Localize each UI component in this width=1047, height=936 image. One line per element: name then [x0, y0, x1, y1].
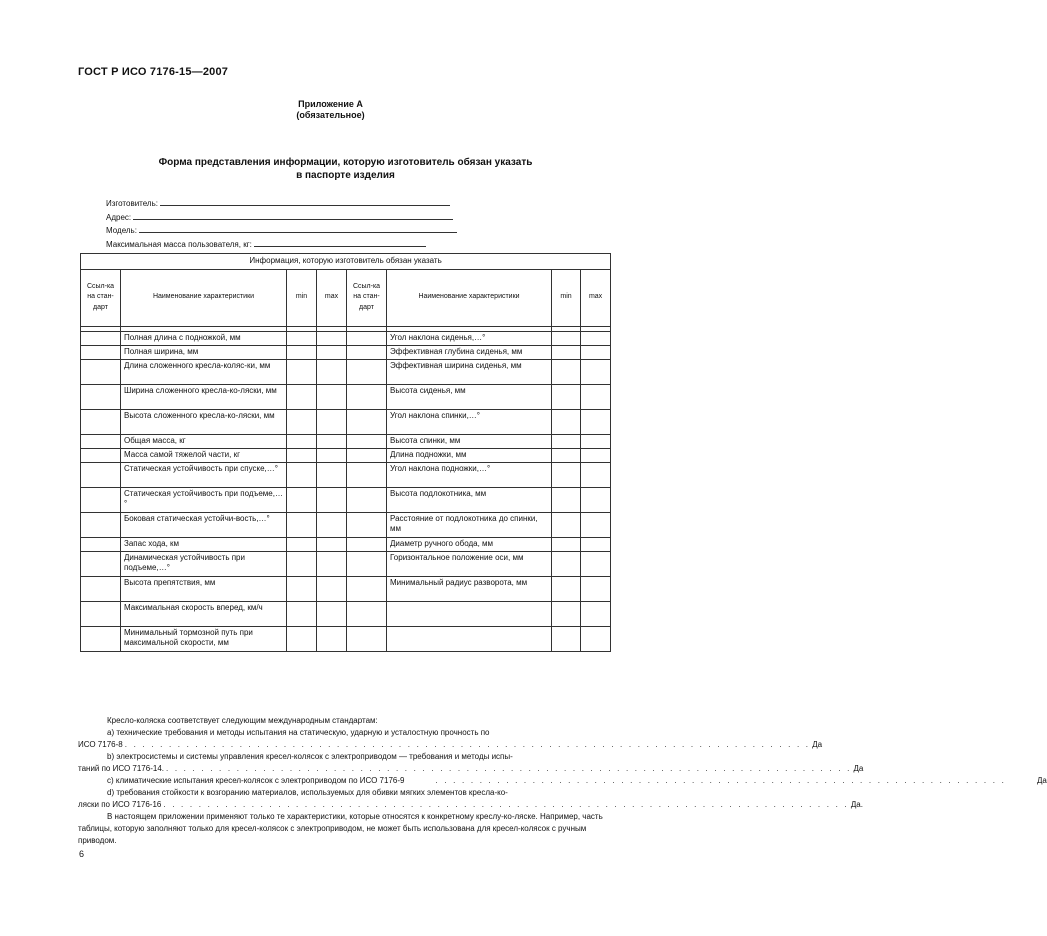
note-a-text: а) технические требования и методы испытания на статическую, ударную и усталостную прочность по [107, 728, 490, 737]
manufacturer-label: Изготовитель: [106, 199, 158, 208]
table-row [81, 576, 611, 601]
table-row [81, 345, 611, 359]
ref-cell-left[interactable] [81, 434, 121, 448]
max-cell-left[interactable] [317, 384, 347, 409]
ref-cell-right[interactable] [347, 384, 387, 409]
characteristic-right [387, 626, 552, 651]
characteristic-right: Высота спинки, мм [387, 434, 552, 448]
manufacturer-fields [106, 197, 457, 251]
header-max-right: max [581, 269, 611, 326]
min-cell-right[interactable] [552, 487, 581, 512]
max-cell-right[interactable] [581, 576, 611, 601]
ref-cell-right[interactable] [347, 448, 387, 462]
ref-cell-left[interactable] [81, 345, 121, 359]
header-ref-left: Ссыл-ка на стан-дарт [81, 269, 121, 326]
min-cell-left[interactable] [287, 345, 317, 359]
table-caption-row [81, 254, 611, 270]
table-row [81, 626, 611, 651]
form-title-line-1: Форма представления информации, которую изготовитель обязан указать [158, 157, 533, 168]
characteristic-left: Статическая устойчивость при подъеме,…° [121, 487, 287, 512]
characteristic-left: Максимальная скорость вперед, км/ч [121, 601, 287, 626]
characteristic-right: Высота сиденья, мм [387, 384, 552, 409]
ref-cell-right[interactable] [347, 409, 387, 434]
table-row [81, 487, 611, 512]
table-row [81, 537, 611, 551]
ref-cell-left[interactable] [81, 409, 121, 434]
characteristic-left: Высота сложенного кресла-ко-ляски, мм [121, 409, 287, 434]
max-cell-right[interactable] [581, 462, 611, 487]
min-cell-right[interactable] [552, 462, 581, 487]
max-user-mass-label: Максимальная масса пользователя, кг: [106, 239, 252, 249]
max-cell-right[interactable] [581, 626, 611, 651]
characteristic-right: Эффективная ширина сиденья, мм [387, 359, 552, 384]
header-name-left: Наименование характеристики [121, 269, 287, 326]
min-cell-left[interactable] [287, 601, 317, 626]
min-cell-right[interactable] [552, 384, 581, 409]
max-cell-left[interactable] [317, 448, 347, 462]
table-caption: Информация, которую изготовитель обязан указать [81, 254, 611, 270]
max-cell-left[interactable] [317, 345, 347, 359]
ref-cell-left[interactable] [81, 551, 121, 576]
ref-cell-right[interactable] [347, 537, 387, 551]
ref-cell-left[interactable] [81, 331, 121, 345]
manufacturer-field [106, 197, 457, 211]
ref-cell-right[interactable] [347, 462, 387, 487]
max-cell-left[interactable] [317, 551, 347, 576]
address-label: Адрес: [106, 212, 132, 222]
ref-cell-right[interactable] [347, 434, 387, 448]
form-title-line-2: в паспорте изделия [296, 170, 395, 181]
characteristic-left: Динамическая устойчивость при подъеме,…° [121, 551, 287, 576]
characteristic-right: Длина подножки, мм [387, 448, 552, 462]
max-cell-right[interactable] [581, 551, 611, 576]
min-cell-left[interactable] [287, 551, 317, 576]
ref-cell-left[interactable] [81, 448, 121, 462]
address-blank[interactable] [133, 211, 453, 220]
min-cell-left[interactable] [287, 462, 317, 487]
max-cell-right[interactable] [581, 448, 611, 462]
characteristic-left: Минимальный тормозной путь при максимальной скорости, мм [121, 626, 287, 651]
min-cell-left[interactable] [287, 384, 317, 409]
characteristic-left: Полная ширина, мм [121, 345, 287, 359]
min-cell-right[interactable] [552, 512, 581, 537]
max-cell-right[interactable] [581, 434, 611, 448]
form-title [0, 156, 691, 182]
note-b-text: b) электросистемы и системы управления кресел-колясок с электроприводом — требования и методы испы- [107, 752, 513, 761]
max-cell-left[interactable] [317, 409, 347, 434]
table-row [81, 462, 611, 487]
characteristic-left: Длина сложенного кресла-коляс-ки, мм [121, 359, 287, 384]
header-ref-right: Ссыл-ка на стан-дарт [347, 269, 387, 326]
header-name-right: Наименование характеристики [387, 269, 552, 326]
min-cell-right[interactable] [552, 409, 581, 434]
info-table [80, 253, 611, 652]
min-cell-right[interactable] [552, 601, 581, 626]
min-cell-left[interactable] [287, 537, 317, 551]
min-cell-left[interactable] [287, 512, 317, 537]
ref-cell-left[interactable] [81, 512, 121, 537]
characteristic-left: Полная длина с подножкой, мм [121, 331, 287, 345]
ref-cell-right[interactable] [347, 601, 387, 626]
max-cell-left[interactable] [317, 537, 347, 551]
min-cell-right[interactable] [552, 345, 581, 359]
notes-closing: В настоящем приложении применяют только те характеристики, которые относятся к конкретному креслу-ко-ляске. Например, часть таблицы, которую заполняют только для кресел-колясок с электроприводом, не может быть использована для кресел-колясок с ручным приводом. [78, 812, 603, 845]
min-cell-right[interactable] [552, 331, 581, 345]
table-row [81, 409, 611, 434]
manufacturer-blank[interactable] [160, 197, 450, 206]
min-cell-right[interactable] [552, 576, 581, 601]
table-row [81, 448, 611, 462]
note-d-leader: ляски по ИСО 7176-16 . . . . . . . . . . . . . . . . . . . . . . . . . . . . . . . . . . . . . . . . . . . . . . . . . . . . . . . . . . . . . . . . . . . . . . . . . . . . . . Да. [78, 800, 863, 809]
max-cell-right[interactable] [581, 537, 611, 551]
min-cell-left[interactable] [287, 359, 317, 384]
header-min-right: min [552, 269, 581, 326]
ref-cell-right[interactable] [347, 331, 387, 345]
ref-cell-right[interactable] [347, 487, 387, 512]
model-label: Модель: [106, 226, 137, 235]
min-cell-right[interactable] [552, 551, 581, 576]
max-cell-right[interactable] [581, 331, 611, 345]
characteristic-left: Масса самой тяжелой части, кг [121, 448, 287, 462]
max-cell-left[interactable] [317, 462, 347, 487]
min-cell-left[interactable] [287, 448, 317, 462]
min-cell-left[interactable] [287, 409, 317, 434]
ref-cell-left[interactable] [81, 359, 121, 384]
characteristic-right [387, 601, 552, 626]
max-cell-left[interactable] [317, 487, 347, 512]
ref-cell-left[interactable] [81, 626, 121, 651]
max-cell-right[interactable] [581, 345, 611, 359]
ref-cell-left[interactable] [81, 537, 121, 551]
characteristic-left: Высота препятствия, мм [121, 576, 287, 601]
max-user-mass-blank[interactable] [254, 238, 426, 247]
ref-cell-right[interactable] [347, 626, 387, 651]
characteristic-right: Эффективная глубина сиденья, мм [387, 345, 552, 359]
max-cell-right[interactable] [581, 512, 611, 537]
max-cell-left[interactable] [317, 434, 347, 448]
max-cell-right[interactable] [581, 601, 611, 626]
table-row [81, 384, 611, 409]
min-cell-left[interactable] [287, 576, 317, 601]
max-cell-left[interactable] [317, 626, 347, 651]
characteristic-right: Минимальный радиус разворота, мм [387, 576, 552, 601]
table-header-row [81, 269, 611, 326]
table-row [81, 359, 611, 384]
table-row [81, 512, 611, 537]
ref-cell-left[interactable] [81, 601, 121, 626]
model-field [106, 224, 457, 238]
note-d-text: d) требования стойкости к возгоранию материалов, используемых для обивки мягких элементов кресла-ко- [107, 788, 508, 797]
ref-cell-left[interactable] [81, 576, 121, 601]
annex-title: Приложение А [298, 99, 363, 109]
characteristic-right: Диаметр ручного обода, мм [387, 537, 552, 551]
table-row [81, 551, 611, 576]
ref-cell-left[interactable] [81, 462, 121, 487]
notes-intro: Кресло-коляска соответствует следующим международным стандартам: [107, 716, 378, 725]
max-cell-right[interactable] [581, 487, 611, 512]
characteristic-left: Общая масса, кг [121, 434, 287, 448]
ref-cell-right[interactable] [347, 512, 387, 537]
note-b-leader: таний по ИСО 7176-14. . . . . . . . . . . . . . . . . . . . . . . . . . . . . . . . . . . . . . . . . . . . . . . . . . . . . . . . . . . . . . . . . . . . . . . . . . . . . . . Да [78, 764, 864, 773]
min-cell-left[interactable] [287, 626, 317, 651]
min-cell-right[interactable] [552, 626, 581, 651]
characteristic-left: Ширина сложенного кресла-ко-ляски, мм [121, 384, 287, 409]
standards-notes [78, 715, 1047, 847]
max-cell-left[interactable] [317, 576, 347, 601]
max-user-mass-field [106, 238, 457, 252]
annex-status: (обязательное) [296, 110, 365, 120]
min-cell-right[interactable] [552, 537, 581, 551]
max-cell-left[interactable] [317, 601, 347, 626]
model-blank[interactable] [139, 224, 457, 233]
max-cell-left[interactable] [317, 359, 347, 384]
min-cell-right[interactable] [552, 359, 581, 384]
min-cell-left[interactable] [287, 331, 317, 345]
table-row [81, 331, 611, 345]
characteristic-right: Расстояние от подлокотника до спинки, мм [387, 512, 552, 537]
max-cell-right[interactable] [581, 384, 611, 409]
ref-cell-right[interactable] [347, 359, 387, 384]
characteristic-right: Угол наклона сиденья,…° [387, 331, 552, 345]
min-cell-left[interactable] [287, 487, 317, 512]
characteristic-left: Боковая статическая устойчи-вость,…° [121, 512, 287, 537]
characteristic-right: Угол наклона подножки,…° [387, 462, 552, 487]
note-c-leader: с) климатические испытания кресел-колясок с электроприводом по ИСО 7176-9 . . . . . . . . . . . . . . . . . . . . . . . . . . . . . . . . . . . . . . . . . . . . . . . . . . . . . . . . . . . . . . . . . Да [107, 776, 1047, 785]
min-cell-right[interactable] [552, 448, 581, 462]
header-min-left: min [287, 269, 317, 326]
header-max-left: max [317, 269, 347, 326]
address-field [106, 211, 457, 225]
max-cell-right[interactable] [581, 359, 611, 384]
characteristic-right: Высота подлокотника, мм [387, 487, 552, 512]
table-row [81, 434, 611, 448]
max-cell-left[interactable] [317, 512, 347, 537]
standard-header: ГОСТ Р ИСО 7176-15—2007 [78, 66, 229, 78]
min-cell-right[interactable] [552, 434, 581, 448]
ref-cell-right[interactable] [347, 576, 387, 601]
note-a-leader: ИСО 7176-8 . . . . . . . . . . . . . . . . . . . . . . . . . . . . . . . . . . . . . . . . . . . . . . . . . . . . . . . . . . . . . . . . . . . . . . . . . . . . . . Да [78, 740, 823, 749]
max-cell-right[interactable] [581, 409, 611, 434]
characteristic-right: Горизонтальное положение оси, мм [387, 551, 552, 576]
ref-cell-left[interactable] [81, 487, 121, 512]
ref-cell-left[interactable] [81, 384, 121, 409]
characteristic-right: Угол наклона спинки,…° [387, 409, 552, 434]
ref-cell-right[interactable] [347, 345, 387, 359]
table-row [81, 601, 611, 626]
characteristic-left: Запас хода, км [121, 537, 287, 551]
ref-cell-right[interactable] [347, 551, 387, 576]
max-cell-left[interactable] [317, 331, 347, 345]
min-cell-left[interactable] [287, 434, 317, 448]
characteristic-left: Статическая устойчивость при спуске,…° [121, 462, 287, 487]
page-number: 6 [79, 849, 85, 859]
